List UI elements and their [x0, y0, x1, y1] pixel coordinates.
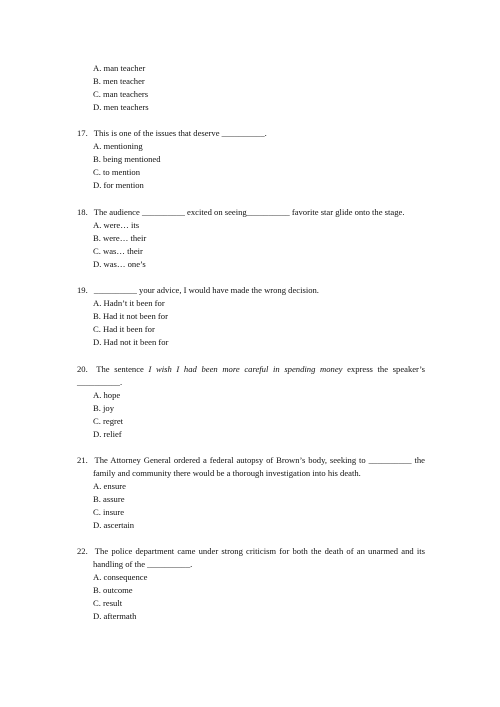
question-number: 18. — [77, 207, 88, 217]
option-c: C. man teachers — [93, 89, 149, 99]
question-20 — [77, 364, 425, 374]
option-a: A. ensure — [93, 481, 126, 491]
option-c: C. to mention — [93, 167, 141, 177]
option-a: A. Hadn’t it been for — [93, 298, 165, 308]
question-quote: I wish I had been more careful in spending money — [148, 364, 343, 374]
question-text-line2: family and community there would be a thorough investigation into his death. — [93, 468, 361, 478]
question-text-line2: handling of the __________. — [93, 559, 193, 569]
option-b: B. assure — [93, 494, 125, 504]
question-text: The audience __________ excited on seeing__________ favorite star glide onto the stage. — [93, 207, 405, 217]
option-b: B. were… their — [93, 233, 147, 243]
option-c: C. Had it been for — [93, 324, 155, 334]
question-number: 21. — [77, 455, 88, 465]
question-number: 17. — [77, 128, 88, 138]
option-c: C. result — [93, 598, 123, 608]
question-text: The police department came under strong criticism for both the death of an unarmed and its — [94, 546, 425, 556]
question-text: express the speaker’s — [347, 364, 425, 374]
question-18 — [77, 207, 404, 217]
option-c: C. was… their — [93, 246, 143, 256]
question-21 — [77, 455, 425, 465]
option-d: D. was… one’s — [93, 259, 146, 269]
question-22 — [77, 546, 425, 556]
question-text: The Attorney General ordered a federal autopsy of Brown’s body, seeking to __________ the — [94, 455, 425, 465]
question-text: __________ your advice, I would have made the wrong decision. — [93, 285, 319, 295]
option-b: B. joy — [93, 403, 115, 413]
option-d: D. ascertain — [93, 520, 135, 530]
option-b: B. Had it not been for — [93, 311, 168, 321]
option-a: A. mentioning — [93, 141, 143, 151]
question-19 — [77, 285, 319, 295]
option-d: D. for mention — [93, 180, 144, 190]
option-d: D. Had not it been for — [93, 337, 169, 347]
question-text: The sentence — [96, 364, 144, 374]
option-d: D. aftermath — [93, 611, 137, 621]
question-text: This is one of the issues that deserve __________. — [93, 128, 267, 138]
option-a: A. man teacher — [93, 63, 146, 73]
question-number: 22. — [77, 546, 88, 556]
option-a: A. were… its — [93, 220, 140, 230]
option-c: C. insure — [93, 507, 125, 517]
question-number: 20. — [77, 364, 88, 374]
option-c: C. regret — [93, 416, 124, 426]
option-b: B. men teacher — [93, 76, 145, 86]
option-b: B. being mentioned — [93, 154, 161, 164]
option-a: A. consequence — [93, 572, 148, 582]
question-number: 19. — [77, 285, 88, 295]
option-a: A. hope — [93, 390, 121, 400]
option-d: D. relief — [93, 429, 122, 439]
question-text-line2: __________. — [77, 377, 123, 387]
option-d: D. men teachers — [93, 102, 149, 112]
question-17 — [77, 128, 267, 138]
option-b: B. outcome — [93, 585, 133, 595]
